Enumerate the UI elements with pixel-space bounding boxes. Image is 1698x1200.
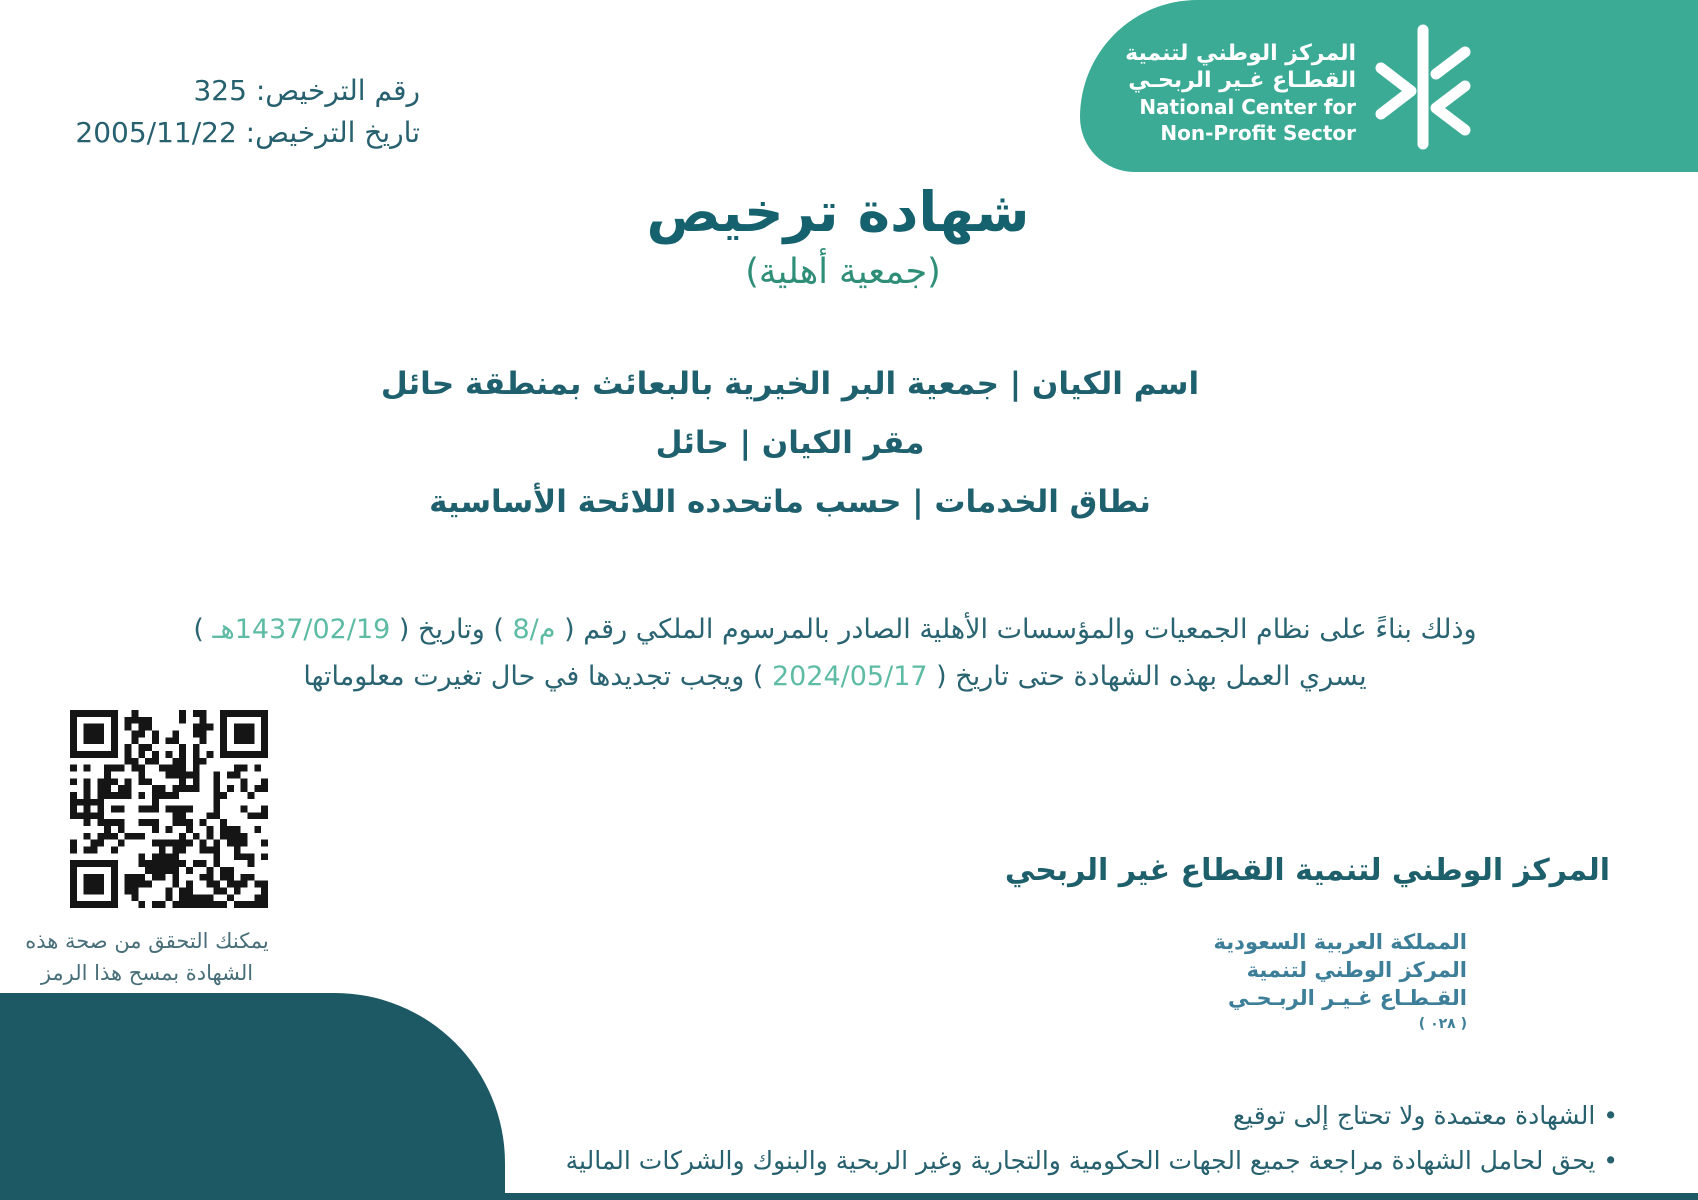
decree-line1 — [0, 606, 1684, 653]
license-date-value: 2005/11/22 — [75, 116, 237, 149]
entity-details — [0, 355, 1639, 532]
entity-headquarters-line: مقر الكيان | حائل — [655, 425, 925, 461]
decree-date-value: 1437/02/19هـ — [212, 614, 391, 645]
decree-line1-text3: ) — [193, 614, 213, 645]
decree-line1-text1: وذلك بناءً على نظام الجمعيات والمؤسسات الأهلية الصادر بالمرسوم الملكي رقم ( — [555, 614, 1477, 645]
header-brand-blob — [1080, 0, 1698, 172]
license-info — [20, 70, 420, 154]
signature-stamp — [1147, 928, 1467, 1036]
footer-bullet1: • الشهادة معتمدة ولا تحتاج إلى توقيع — [1232, 1101, 1618, 1130]
entity-name-line: اسم الكيان | جمعية البر الخيرية بالبعائث بمنطقة حائل — [380, 366, 1200, 402]
stamp-line2: المركز الوطني لتنمية — [1246, 958, 1467, 982]
brand-arabic-line1: المركز الوطني لتنمية — [1125, 41, 1356, 66]
decree-line2-text2: ) ويجب تجديدها في حال تغيرت معلوماتها — [303, 661, 772, 692]
ncnp-logo-icon — [1370, 24, 1476, 150]
stamp-line4: ( ٠٢٨ ) — [1418, 1016, 1467, 1032]
brand-english-line2: Non-Profit Sector — [1160, 121, 1356, 145]
brand-english-line1: National Center for — [1139, 95, 1356, 119]
qr-caption-line2: الشهادة بمسح هذا الرمز — [40, 961, 254, 985]
decree-line1-text2: ) وتاريخ ( — [390, 614, 513, 645]
license-date-label: تاريخ الترخيص: — [245, 116, 420, 149]
qr-caption-line1: يمكنك التحقق من صحة هذه — [25, 929, 269, 953]
qr-caption — [22, 925, 272, 989]
bottom-corner-shape — [0, 993, 505, 1200]
signature-heading: المركز الوطني لتنمية القطاع غير الربحي — [1004, 853, 1610, 888]
license-number-line — [20, 70, 420, 112]
license-number-label: رقم الترخيص: — [255, 74, 420, 107]
stamp-line1: المملكة العربية السعودية — [1213, 930, 1467, 954]
certificate-title: شهادة ترخيص — [646, 180, 1030, 244]
expiry-date-value: 2024/05/17 — [771, 661, 928, 692]
brand-wordmark — [1056, 40, 1356, 146]
decree-paragraph — [0, 606, 1684, 700]
certificate-subtitle: (جمعية أهلية) — [745, 252, 941, 292]
footer-bullet2: • يحق لحامل الشهادة مراجعة جميع الجهات الحكومية والتجارية وغير الربحية والبنوك والشركات المالية — [565, 1146, 1618, 1175]
decree-number-value: م/8 — [512, 614, 556, 645]
decree-line2-text1: يسري العمل بهذه الشهادة حتى تاريخ ( — [927, 661, 1367, 692]
brand-arabic-line2: القطـاع غـير الربحـي — [1128, 68, 1356, 93]
qr-code — [70, 710, 268, 908]
entity-scope-line: نطاق الخدمات | حسب ماتحدده اللائحة الأساسية — [429, 484, 1151, 520]
stamp-line3: القـطـاع غـيـر الربـحـي — [1228, 986, 1467, 1010]
footer-notes — [518, 1093, 1618, 1183]
decree-line2 — [0, 653, 1684, 700]
license-number-value: 325 — [193, 74, 247, 107]
license-date-line — [20, 112, 420, 154]
